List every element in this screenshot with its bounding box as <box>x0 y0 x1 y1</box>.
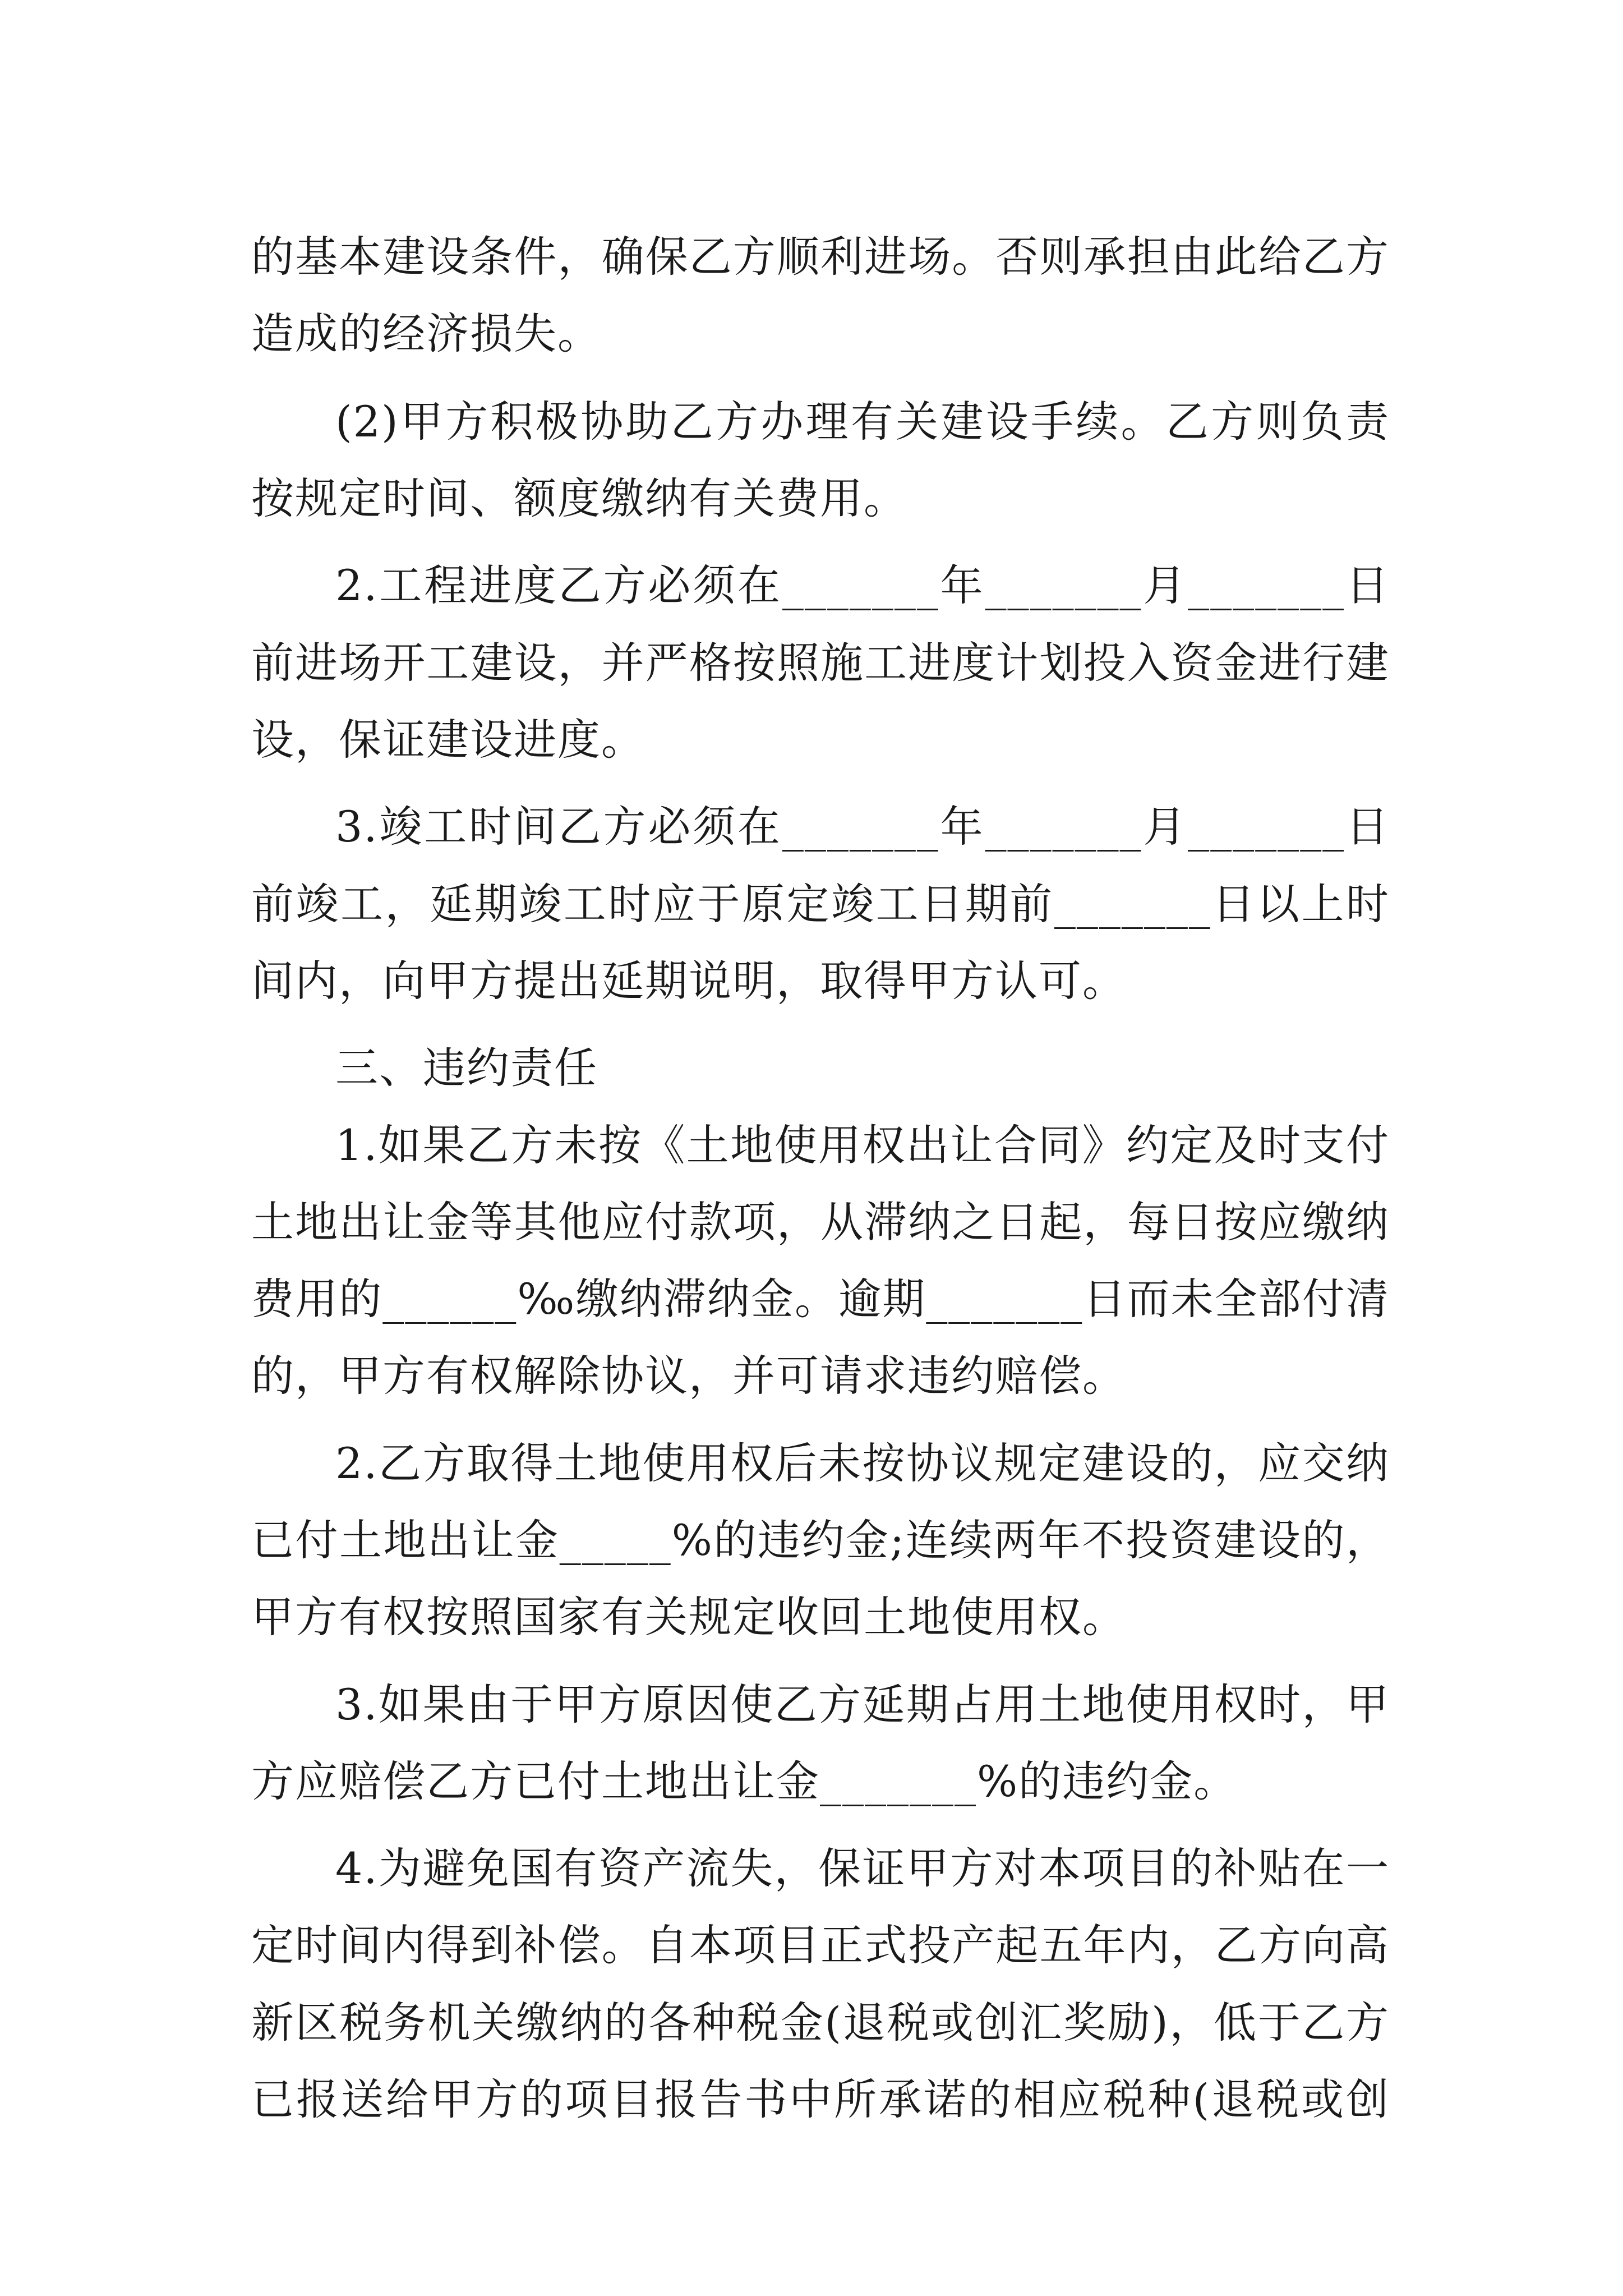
text-line: 的基本建设条件，确保乙方顺利进场。否则承担由此给乙方 <box>251 232 1390 282</box>
text-line: 间内，向甲方提出延期说明，取得甲方认可。 <box>251 956 1126 1006</box>
text-line: 已报送给甲方的项目报告书中所承诺的相应税种(退税或创 <box>251 2074 1390 2124</box>
text-line: 甲方有权按照国家有关规定收回土地使用权。 <box>251 1592 1126 1642</box>
text-line: 前进场开工建设，并严格按照施工进度计划投入资金进行建 <box>251 638 1390 688</box>
text-line: 2.工程进度乙方必须在_______年_______月_______日 <box>335 560 1390 610</box>
text-line: 前竣工，延期竣工时应于原定竣工日期前_______日以上时 <box>251 879 1390 929</box>
text-line: (2)甲方积极协助乙方办理有关建设手续。乙方则负责 <box>335 397 1390 447</box>
text-line: 设，保证建设进度。 <box>251 715 645 765</box>
text-line: 新区税务机关缴纳的各种税金(退税或创汇奖励)，低于乙方 <box>251 1998 1390 2047</box>
text-line: 1.如果乙方未按《土地使用权出让合同》约定及时支付 <box>335 1120 1390 1170</box>
text-line: 定时间内得到补偿。自本项目正式投产起五年内，乙方向高 <box>251 1920 1390 1970</box>
text-line: 4.为避免国有资产流失，保证甲方对本项目的补贴在一 <box>335 1843 1390 1893</box>
text-line: 费用的______‰缴纳滞纳金。逾期_______日而未全部付清 <box>251 1274 1390 1324</box>
text-line: 3.如果由于甲方原因使乙方延期占用土地使用权时，甲 <box>335 1680 1390 1729</box>
text-line: 已付土地出让金_____%的违约金;连续两年不投资建设的， <box>251 1515 1390 1565</box>
text-line: 2.乙方取得土地使用权后未按协议规定建设的，应交纳 <box>335 1438 1390 1488</box>
text-line: 的，甲方有权解除协议，并可请求违约赔偿。 <box>251 1351 1126 1401</box>
text-line: 3.竣工时间乙方必须在_______年_______月_______日 <box>335 802 1390 852</box>
text-line: 方应赔偿乙方已付土地出让金_______%的违约金。 <box>251 1756 1238 1806</box>
text-line: 按规定时间、额度缴纳有关费用。 <box>251 473 907 523</box>
text-line: 土地出让金等其他应付款项，从滞纳之日起，每日按应缴纳 <box>251 1197 1390 1247</box>
text-line: 三、违约责任 <box>335 1043 598 1093</box>
text-line: 造成的经济损失。 <box>251 309 601 358</box>
